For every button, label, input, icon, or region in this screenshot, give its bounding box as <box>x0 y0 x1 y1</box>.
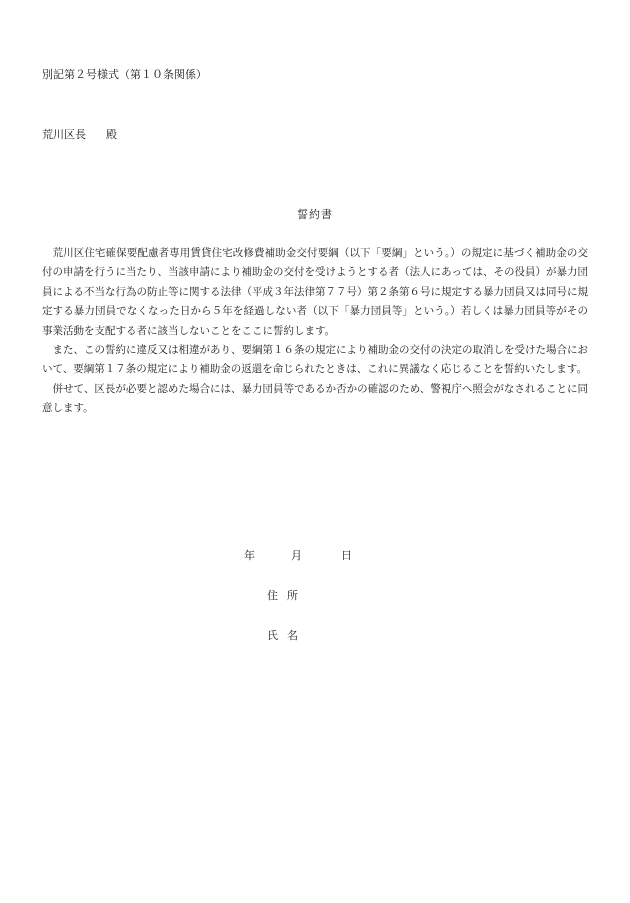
pledge-paragraph: 併せて、区長が必要と認めた場合には、暴力団員等であるか否かの確認のため、警視庁へ照会がなされることに同意します。 <box>42 382 588 415</box>
address-field-label: 住所 <box>267 589 307 602</box>
date-month-label: 月 <box>291 549 302 562</box>
date-line <box>244 547 352 563</box>
name-field-label: 氏名 <box>267 629 307 642</box>
date-day-label: 日 <box>341 549 352 562</box>
addressee-honorific: 殿 <box>106 128 117 141</box>
form-number-label: 別記第２号様式（第１０条関係） <box>42 68 207 81</box>
document-title: 誓約書 <box>297 208 333 221</box>
date-year-label: 年 <box>244 549 255 562</box>
pledge-body <box>42 244 588 419</box>
pledge-paragraph: 荒川区住宅確保要配慮者専用賃貸住宅改修費補助金交付要綱（以下「要綱」という。）の規定に基づく補助金の交付の申請を行うに当たり、当該申請により補助金の交付を受けようとする者（法人にあっては、その役員）が暴力団員による不当な行為の防止等に関する法律（平成３年法律第７７号）第２条第６号に規定する暴力団員又は同号に規定する暴力団員でなくなった日から５年を経過しない者（以下「暴力団員等」という。）若しくは暴力団員等がその事業活動を支配する者に該当しないことをここに誓約します。 <box>42 247 588 337</box>
pledge-paragraph: また、この誓約に違反又は相違があり、要綱第１６条の規定により補助金の交付の決定の取消しを受けた場合において、要綱第１７条の規定により補助金の返還を命じられたときは、これに異議なく応じることを誓約いたします。 <box>42 344 588 376</box>
addressee-name: 荒川区長 <box>42 128 86 141</box>
addressee <box>42 126 117 142</box>
